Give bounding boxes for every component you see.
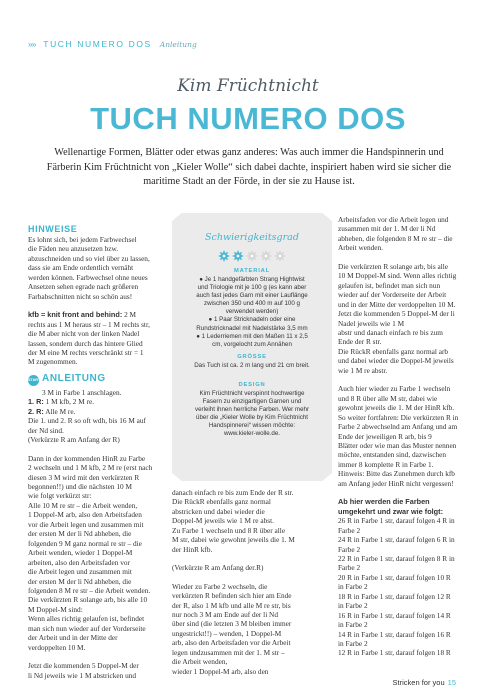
text-line: rechts aus 1 M heraus str – 1 M rechts str, (28, 319, 150, 329)
text-line: Die RückR ebenfalls ganz normal arb (338, 346, 449, 356)
text-line: Wenn alles richtig gelaufen ist, befindet (28, 614, 145, 624)
difficulty-heading: Schwierigkeitsgrad (205, 232, 299, 243)
text-line: M str, dabei wie gewohnt jeweils die 1. M (172, 535, 295, 545)
text-line: Es lohnt sich, bei jedem Farbwechsel (28, 235, 137, 244)
text-line: Doppel-M jeweils wie 1 M re abst. (172, 516, 274, 526)
text-line: Farbabschnitten nicht so schön aus! (28, 291, 133, 301)
text-line: (Verkürzte R am Anfang der R) (28, 435, 120, 445)
text-line: in Farbe 2 (338, 601, 368, 611)
text-line: in Farbe 2 (338, 582, 368, 592)
text-line: dass sie am Ende ordentlich vernäht (28, 263, 134, 273)
text-line: li Nd jeweils wie 1 M abstricken und (28, 670, 137, 680)
col3-text-c (338, 384, 470, 488)
text-line: Arbeit wenden. (338, 243, 383, 253)
size-text (172, 362, 332, 370)
column-right (338, 215, 470, 658)
text-line: man sich nun wieder auf der Vorderseite (28, 623, 146, 633)
col3-text-a (338, 215, 470, 253)
text-line: diesen 3 M wird mit den verkürzten R (28, 472, 140, 482)
text-line: Rundstricknadel mit Nadelstärke 3,5 mm (196, 324, 308, 332)
row-2-label: 2. R: (28, 406, 44, 416)
text-line: 26 R in Farbe 1 str, darauf folgen 4 R in (338, 516, 455, 526)
anleitung-heading-row (28, 374, 176, 388)
material-text (172, 276, 332, 349)
magazine-name: Stricken for you (392, 678, 445, 687)
column-left (28, 223, 176, 680)
text-line: ungestrickt!!) – wenden, 1 Doppel-M (172, 628, 282, 638)
anleitung-text-a (28, 416, 176, 444)
size-heading: GRÖSSE (237, 354, 267, 360)
lead-line: Färberin Kim Früchtnicht von „Kieler Wolle“ sich dabei dachte, inspiriert haben wird sie sicher die (46, 161, 452, 173)
text-line: der HinR kfb. (172, 544, 213, 554)
text-line: der Arbeit und in der Mitte der (28, 633, 118, 643)
col3-text-d (338, 516, 470, 658)
text-line: umgekehrt und zwar wie folgt: (338, 506, 443, 516)
text-line: www.kieler-wolle.de. (223, 430, 281, 438)
material-heading: MATERIAL (234, 268, 270, 274)
row-1-line (28, 397, 176, 406)
text-line: 22 R in Farbe 1 str, darauf folgen 8 R in (338, 553, 455, 563)
text-line: 14 R in Farbe 1 str, darauf folgen 16 R (338, 629, 451, 639)
text-line: zwischen 350 und 400 m auf 100 g (204, 300, 300, 308)
text-line: Arbeitsfaden vor die Arbeit legen und (338, 215, 449, 224)
text-line: immer 8 komplette R in Farbe 1. (338, 459, 434, 469)
text-line: vor die Arbeit legen und zusammen mit (28, 519, 144, 529)
text-line: ● Je 1 handgefärbten Strang Hightwist (199, 276, 305, 283)
col2-text-b (172, 563, 332, 572)
page-footer (393, 678, 456, 687)
section-label: TUCH NUMERO DOS (43, 39, 152, 49)
text-line: die Arbeit legen und zusammen mit (28, 567, 132, 577)
cast-on-line: 3 M in Farbe 1 anschlagen. (42, 387, 122, 397)
text-line: in Farbe 2 (338, 639, 368, 649)
text-line: zusammen mit der 1. M der li Nd (338, 224, 436, 234)
text-line: legen undzusammen mit der 1. M str – (172, 647, 285, 657)
text-line: gelaufen ist, befindet man sich nun (338, 280, 441, 290)
text-line: Zu Farbe 1 wechseln und 8 R über alle (172, 525, 286, 535)
text-line: 12 R in Farbe 1 str, darauf folgen 18 R (338, 648, 451, 658)
text-line: die Fäden neu anzusetzen bzw. (28, 244, 119, 254)
text-line: Die RückR ebenfalls ganz normal (172, 497, 271, 507)
text-line: Arbeit wenden, wieder 1 Doppel-M (28, 548, 133, 558)
difficulty-star-filled-icon (232, 249, 244, 261)
page-number: 15 (447, 678, 456, 687)
text-line: abzuschneiden und so viel über zu lassen, (28, 253, 150, 263)
text-line: danach einfach re bis zum Ende der R str. (172, 488, 294, 497)
text-line: Ende der jeweiligen R arb, bis 9 (338, 431, 432, 441)
lead-paragraph (34, 146, 464, 190)
text-line: 10 M Doppel-M sind. Wenn alles richtig (338, 271, 457, 281)
text-line: Farbe 2 (338, 544, 361, 554)
text-line: verdoppelten 10 M. (28, 642, 86, 652)
text-line: in Farbe 2 (338, 620, 368, 630)
difficulty-rating (172, 249, 332, 267)
text-line: die M aber nicht von der linken Nadel (28, 329, 140, 339)
text-line: Fasern zu einzigartigen Garnen und (202, 398, 302, 406)
text-line: der Nd sind. (28, 425, 64, 435)
text-line: Wieder zu Farbe 2 wechseln, die (172, 581, 268, 591)
text-line: Jetzt die kommenden 5 Doppel-M der (28, 661, 139, 671)
text-line: auch fast jedes Garn mit einer Lauflänge (196, 292, 308, 300)
text-line: der R, also 1 M kfb und alle M re str, bis (172, 600, 291, 610)
text-line: und 8 R über alle M str, dabei wie (338, 393, 438, 403)
text-line: Die 1. und 2. R so oft wdh, bis 16 M auf (28, 416, 146, 426)
size-line: Das Tuch ist ca. 2 m lang und 21 cm breit. (194, 362, 310, 369)
difficulty-star-empty-icon (260, 249, 272, 261)
text-line: abstricken und dabei wieder die (172, 506, 265, 516)
text-line: verkürzten R befinden sich hier am Ende (172, 591, 292, 601)
text-line: über die „Kieler Wolle by Kim Früchtnicht (196, 414, 308, 422)
text-line: M Doppel-M sind: (28, 604, 83, 614)
hinweise-heading: HINWEISE (28, 224, 78, 234)
text-line: Ab hier werden die Farben (338, 497, 430, 507)
text-line: und Triologie mit je 100 g (es kann aber (197, 284, 307, 292)
text-line: lassen, sondern durch das hintere Glied (28, 338, 143, 348)
text-line: 24 R in Farbe 1 str, darauf folgen 6 R in (338, 535, 455, 545)
text-line: und dabei wieder die Doppel-M jeweils (338, 356, 454, 366)
text-line: 18 R in Farbe 1 str, darauf folgen 12 R (338, 591, 451, 601)
text-line: Ende der R str. (338, 337, 382, 347)
kfb-text (28, 320, 176, 367)
text-line: Jetzt die kommenden 5 Doppel-M der li (338, 309, 455, 319)
section-script-label: Anleitung (159, 40, 197, 49)
text-line: nur noch 3 M am Ende auf der li Nd (172, 609, 278, 619)
difficulty-star-empty-icon (274, 249, 286, 261)
text-line: wieder auf der Vorderseite der Arbeit (338, 290, 447, 300)
col3-text-b (338, 262, 470, 375)
text-line: Ansetzen sehen egrade nach größeren (28, 282, 139, 292)
kfb-term: kfb = knit front and behind: (28, 310, 123, 320)
text-line: wie 1 M re abstr. (338, 365, 388, 375)
arrow-icon: »» (28, 39, 36, 49)
text-line: Die verkürzten R solange arb, bis alle 10 (28, 595, 148, 605)
text-line: Farbe 2 (338, 563, 361, 573)
text-line: folgenden 8 M re str – die Arbeit wenden. (28, 585, 151, 595)
text-line: Kim Früchtnicht verspinnt hochwertige (199, 390, 305, 397)
text-line: Alle 10 M re str – die Arbeit wenden, (28, 500, 138, 510)
text-line: über sind (die letzten 3 M bleiben immer (172, 619, 292, 629)
text-line: begonnen!!) und die nächsten 10 M (28, 481, 132, 491)
row-1-label: 1. R: (28, 397, 44, 407)
row-2-text: Alle M re. (43, 406, 76, 416)
text-line: abheben, die folgenden 8 M re str – die (338, 233, 453, 243)
text-line: gewohnt jeweils die 1. M der HinR kfb. (338, 403, 455, 413)
design-text (172, 390, 332, 439)
text-line: verwendet werden) (225, 308, 279, 316)
anleitung-text-c (28, 661, 176, 680)
text-line: arbeiten, also den Arbeitsfaden vor (28, 557, 130, 567)
text-line: und in der Mitte der verdoppelten 10 M. (338, 299, 456, 309)
text-line: der ersten M der li Nd abheben, die (28, 529, 132, 539)
text-line: Nadel jeweils wie 1 M (338, 318, 405, 328)
text-line: 2 wechseln und 1 M kfb, 2 M re (erst nach (28, 463, 153, 473)
kfb-rest: 2 M (122, 310, 137, 320)
section-header (28, 39, 197, 49)
text-line: wie folgt verkürzt str: (28, 491, 92, 501)
text-line: Farbe 2 abwechselnd am Anfang und am (338, 422, 458, 432)
text-line: (Verkürzte R am Anfang der.R) (172, 563, 264, 573)
text-line: abstr und danach einfach re bis zum (338, 327, 443, 337)
text-line: arb, also den Arbeitsfaden vor die Arbeit (172, 638, 291, 648)
color-change-heading (338, 497, 470, 516)
text-line: Handspinnerei“ wissen möchte: (208, 422, 296, 430)
anleitung-text-b (28, 454, 176, 653)
kfb-line (28, 310, 176, 319)
text-line: die Arbeit wenden, (172, 657, 228, 667)
difficulty-star-empty-icon (246, 249, 258, 261)
text-line: der M eine M rechts verschränkt str = 1 (28, 347, 144, 357)
text-line: Farbe 2 (338, 525, 361, 535)
text-line: folgenden 9 M ganz normal re str – die (28, 538, 142, 548)
text-line: ● 1 Paar Stricknadeln oder eine (208, 316, 296, 324)
page-title: TUCH NUMERO DOS (90, 101, 406, 136)
text-line: möchte, entstanden sind, dazwischen (338, 450, 447, 460)
text-line: Auch hier wieder zu Farbe 1 wechseln (338, 384, 451, 394)
col2-text-c (172, 582, 332, 677)
text-line: am Anfang jeder HinR nicht vergessen! (338, 478, 454, 488)
col2-text-a (172, 488, 332, 554)
start-badge-icon: START (28, 375, 39, 386)
text-line: Die verkürzten R solange arb, bis alle (338, 261, 449, 271)
text-line: 16 R in Farbe 1 str, darauf folgen 14 R (338, 610, 451, 620)
difficulty-star-filled-icon (218, 249, 230, 261)
text-line: werden können. Farbwechsel ohne neues (28, 272, 148, 282)
lead-line: maritime Stadt an der Förde, in der sie zu Hause ist. (143, 176, 355, 187)
anleitung-heading: ANLEITUNG (42, 372, 106, 384)
text-line: wieder 1 Doppel-M arb, also den (172, 666, 269, 676)
designer-name: Kim Früchtnicht (177, 76, 319, 96)
text-line: 20 R in Farbe 1 str, darauf folgen 10 R (338, 572, 451, 582)
text-line: M zugenommen. (28, 357, 78, 367)
text-line: Dann in der kommenden HinR zu Farbe (28, 453, 146, 463)
text-line: cm, vorgelocht zum Annähen (212, 340, 292, 348)
text-line: Hinweis: Bitte das Zunehmen durch kfb (338, 469, 455, 479)
text-line: Blätter oder wie man das Muster nennen (338, 440, 457, 450)
column-middle (172, 488, 332, 676)
hinweise-text (28, 235, 176, 301)
design-heading: DESIGN (238, 382, 266, 388)
row-1-text: 1 M kfb, 2 M re. (43, 397, 95, 407)
text-line: verleiht ihnen herrliche Farben. Wer mehr (194, 406, 310, 414)
text-line: 1 Doppel-M arb, also den Arbeitsfaden (28, 510, 142, 520)
text-line: ● 1 Lederriemen mit den Maßen 11 x 2,5 (196, 332, 308, 340)
text-line: der ersten M der li Nd abheben, die (28, 576, 132, 586)
text-line: So weiter fortfahren: Die verkürzten R in (338, 412, 459, 422)
row-2-line (28, 407, 176, 416)
lead-line: Wellenartige Formen, Blätter oder etwas ganz anderes: Was auch immer die Handspinnerin und (54, 147, 444, 158)
